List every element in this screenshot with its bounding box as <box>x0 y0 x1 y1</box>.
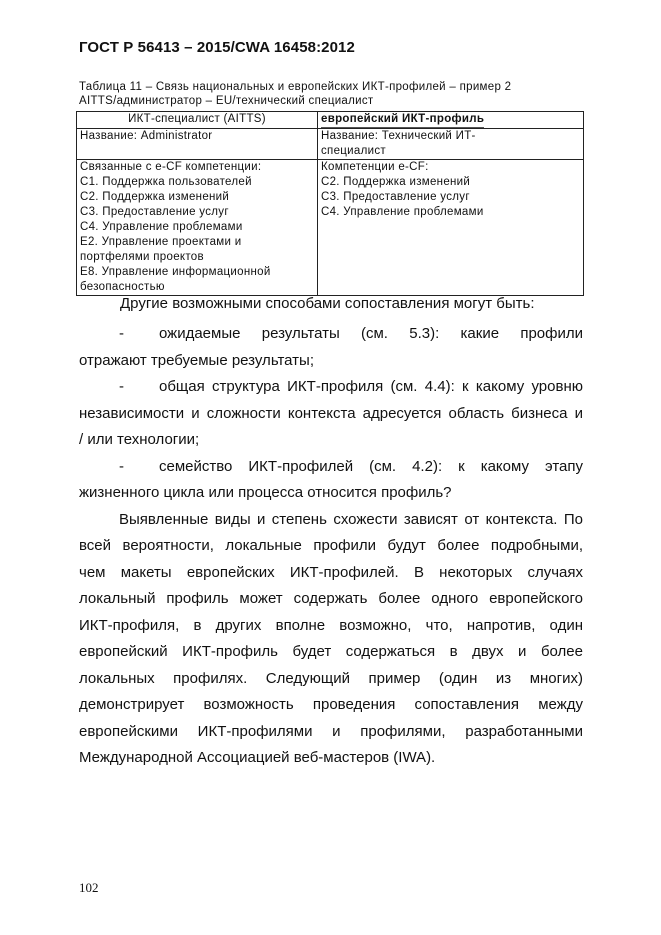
paragraph-line: демонстрирует возможность проведения сопоставления между <box>79 696 583 713</box>
cell-text: Название: Administrator <box>80 130 213 142</box>
paragraph-line: локальный профиль может содержать более одного европейского <box>79 590 583 607</box>
bullet-dash: - <box>119 378 124 395</box>
paragraph-line: европейский ИКТ-профиль будет содержаться в двух и более <box>79 643 583 660</box>
profile-mapping-table <box>76 111 584 296</box>
bullet-item-1 <box>79 321 583 348</box>
cell-text: безопасностью <box>80 281 165 293</box>
bullet-dash: - <box>119 325 124 342</box>
bullet-dash: - <box>119 457 124 475</box>
bullet-item-2 <box>79 374 583 401</box>
bullet-item-3 <box>79 454 583 481</box>
paragraph-line: ИКТ-профиля, в других вполне возможно, что, напротив, один <box>79 616 583 634</box>
paragraph-last-line: Международной Ассоциацией веб-мастеров (IWA). <box>79 749 436 766</box>
cell-national-competences <box>77 160 318 296</box>
table-header-row <box>77 112 584 129</box>
bullet-continuation: независимости и сложности контекста адресуется область бизнеса и <box>79 404 583 422</box>
column-header-european-label: европейский ИКТ-профиль <box>321 112 484 128</box>
cell-text: E8. Управление информационной <box>80 266 271 278</box>
document-header: ГОСТ Р 56413 – 2015/CWA 16458:2012 <box>79 39 355 56</box>
table-row-competences <box>77 160 584 296</box>
cell-text: C4. Управление проблемами <box>80 221 243 233</box>
cell-text: E2. Управление проектами и <box>80 236 242 248</box>
bullet-text: семейство ИКТ-профилей (см. 4.2): к какому этапу <box>159 457 583 475</box>
bullet-text: общая структура ИКТ-профиля (см. 4.4): к какому уровню <box>159 378 583 395</box>
cell-text: Связанные с e-CF компетенции: <box>80 161 262 173</box>
column-header-national: ИКТ-специалист (AITTS) <box>77 112 318 129</box>
bullet-text: ожидаемые результаты (см. 5.3): какие профили <box>159 325 583 342</box>
paragraph-line: локальных профилях. Следующий пример (один из многих) <box>79 669 583 687</box>
cell-european-name <box>318 129 584 160</box>
bullet-continuation: жизненного цикла или процесса относится профиль? <box>79 484 452 501</box>
cell-text: C2. Поддержка изменений <box>321 176 471 188</box>
cell-text: C2. Поддержка изменений <box>80 191 230 203</box>
cell-text: C4. Управление проблемами <box>321 206 484 218</box>
cell-text: C3. Предоставление услуг <box>80 206 229 218</box>
paragraph-line: Выявленные виды и степень схожести зависят от контекста. По <box>119 510 583 528</box>
table-row-name <box>77 129 584 160</box>
intro-sentence: Другие возможными способами сопоставления могут быть: <box>120 295 535 312</box>
cell-text: специалист <box>321 145 386 157</box>
table-caption-line-2: AITTS/администратор – EU/технический специалист <box>79 95 374 107</box>
cell-european-competences <box>318 160 584 296</box>
paragraph-line: европейскими ИКТ-профилями и профилями, разработанными <box>79 722 583 740</box>
cell-text: C3. Предоставление услуг <box>321 191 470 203</box>
paragraph-line: чем макеты европейских ИКТ-профилей. В некоторых случаях <box>79 563 583 581</box>
cell-text: Название: Технический ИТ- <box>321 130 476 142</box>
paragraph-line: всей вероятности, локальные профили будут более подробными, <box>79 537 583 554</box>
bullet-continuation: / или технологии; <box>79 431 200 448</box>
body-text <box>79 321 583 772</box>
column-header-european <box>318 112 584 129</box>
cell-text: Компетенции e-CF: <box>321 161 429 173</box>
table-caption <box>79 80 579 108</box>
bullet-continuation: отражают требуемые результаты; <box>79 351 314 369</box>
cell-text: портфелями проектов <box>80 251 204 263</box>
cell-national-name <box>77 129 318 160</box>
cell-text: C1. Поддержка пользователей <box>80 176 252 188</box>
table-caption-line-1: Таблица 11 – Связь национальных и европейских ИКТ-профилей – пример 2 <box>79 81 512 93</box>
page-number: 102 <box>79 880 99 895</box>
